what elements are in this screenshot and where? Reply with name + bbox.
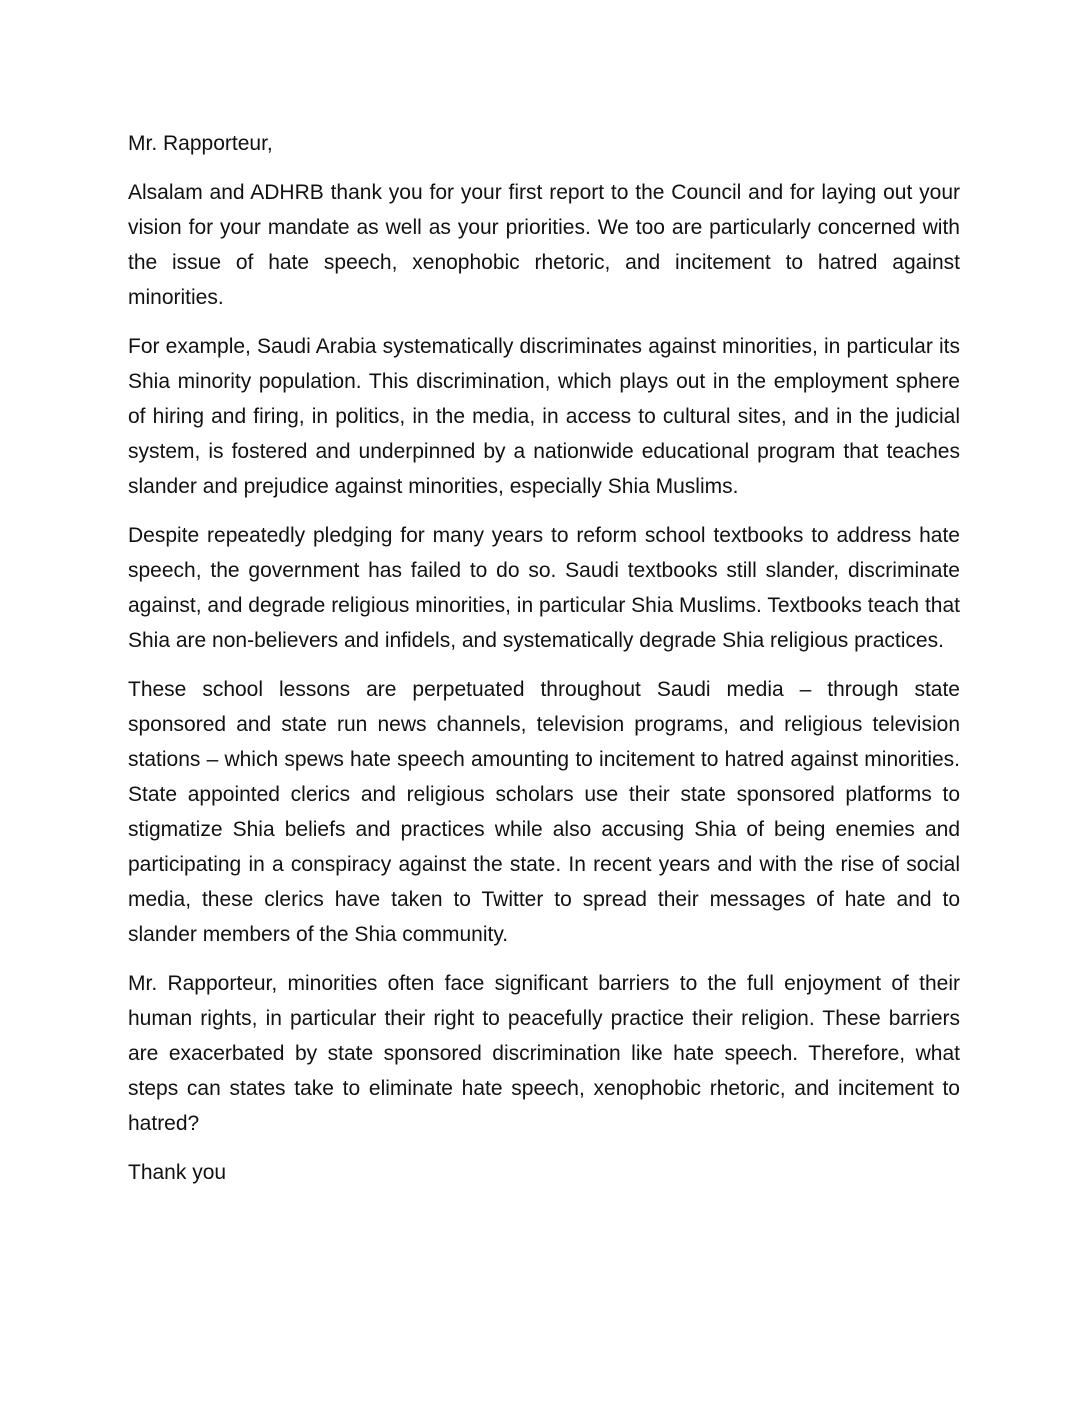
paragraph-question: Mr. Rapporteur, minorities often face significant barriers to the full enjoyment of their human rights, in particular their right to peacefully practice their religion. These barriers are exacerbated by state sponsored discrimination like hate speech. Therefore, what steps can states take to eliminate hate speech, xenophobic rhetoric, and incitement to hatred? [128, 972, 960, 1135]
paragraph-media: These school lessons are perpetuated throughout Saudi media – through state sponsored and state run news channels, television programs, and religious television stations – which spews hate speech amounting to incitement to hatred against minorities. State appointed clerics and religious scholars use their state sponsored platforms to stigmatize Shia beliefs and practices while also accusing Shia of being enemies and participating in a conspiracy against the state. In recent years and with the rise of social media, these clerics have taken to Twitter to spread their messages of hate and to slander members of the Shia community. [128, 678, 960, 946]
closing: Thank you [128, 1161, 227, 1184]
paragraph-textbooks: Despite repeatedly pledging for many years to reform school textbooks to address hate speech, the government has failed to do so. Saudi textbooks still slander, discriminate against, and degrade religious minorities, in particular Shia Muslims. Textbooks teach that Shia are non-believers and infidels, and systematically degrade Shia religious practices. [128, 524, 960, 652]
paragraph-thanks: Alsalam and ADHRB thank you for your first report to the Council and for laying out your vision for your mandate as well as your priorities. We too are particularly concerned with the issue of hate speech, xenophobic rhetoric, and incitement to hatred against minorities. [128, 181, 960, 309]
letter-body [128, 126, 960, 1204]
paragraph-discrimination-example: For example, Saudi Arabia systematically discriminates against minorities, in particular its Shia minority population. This discrimination, which plays out in the employment sphere of hiring and firing, in politics, in the media, in access to cultural sites, and in the judicial system, is fostered and underpinned by a nationwide educational program that teaches slander and prejudice against minorities, especially Shia Muslims. [128, 335, 960, 498]
salutation: Mr. Rapporteur, [128, 132, 273, 155]
